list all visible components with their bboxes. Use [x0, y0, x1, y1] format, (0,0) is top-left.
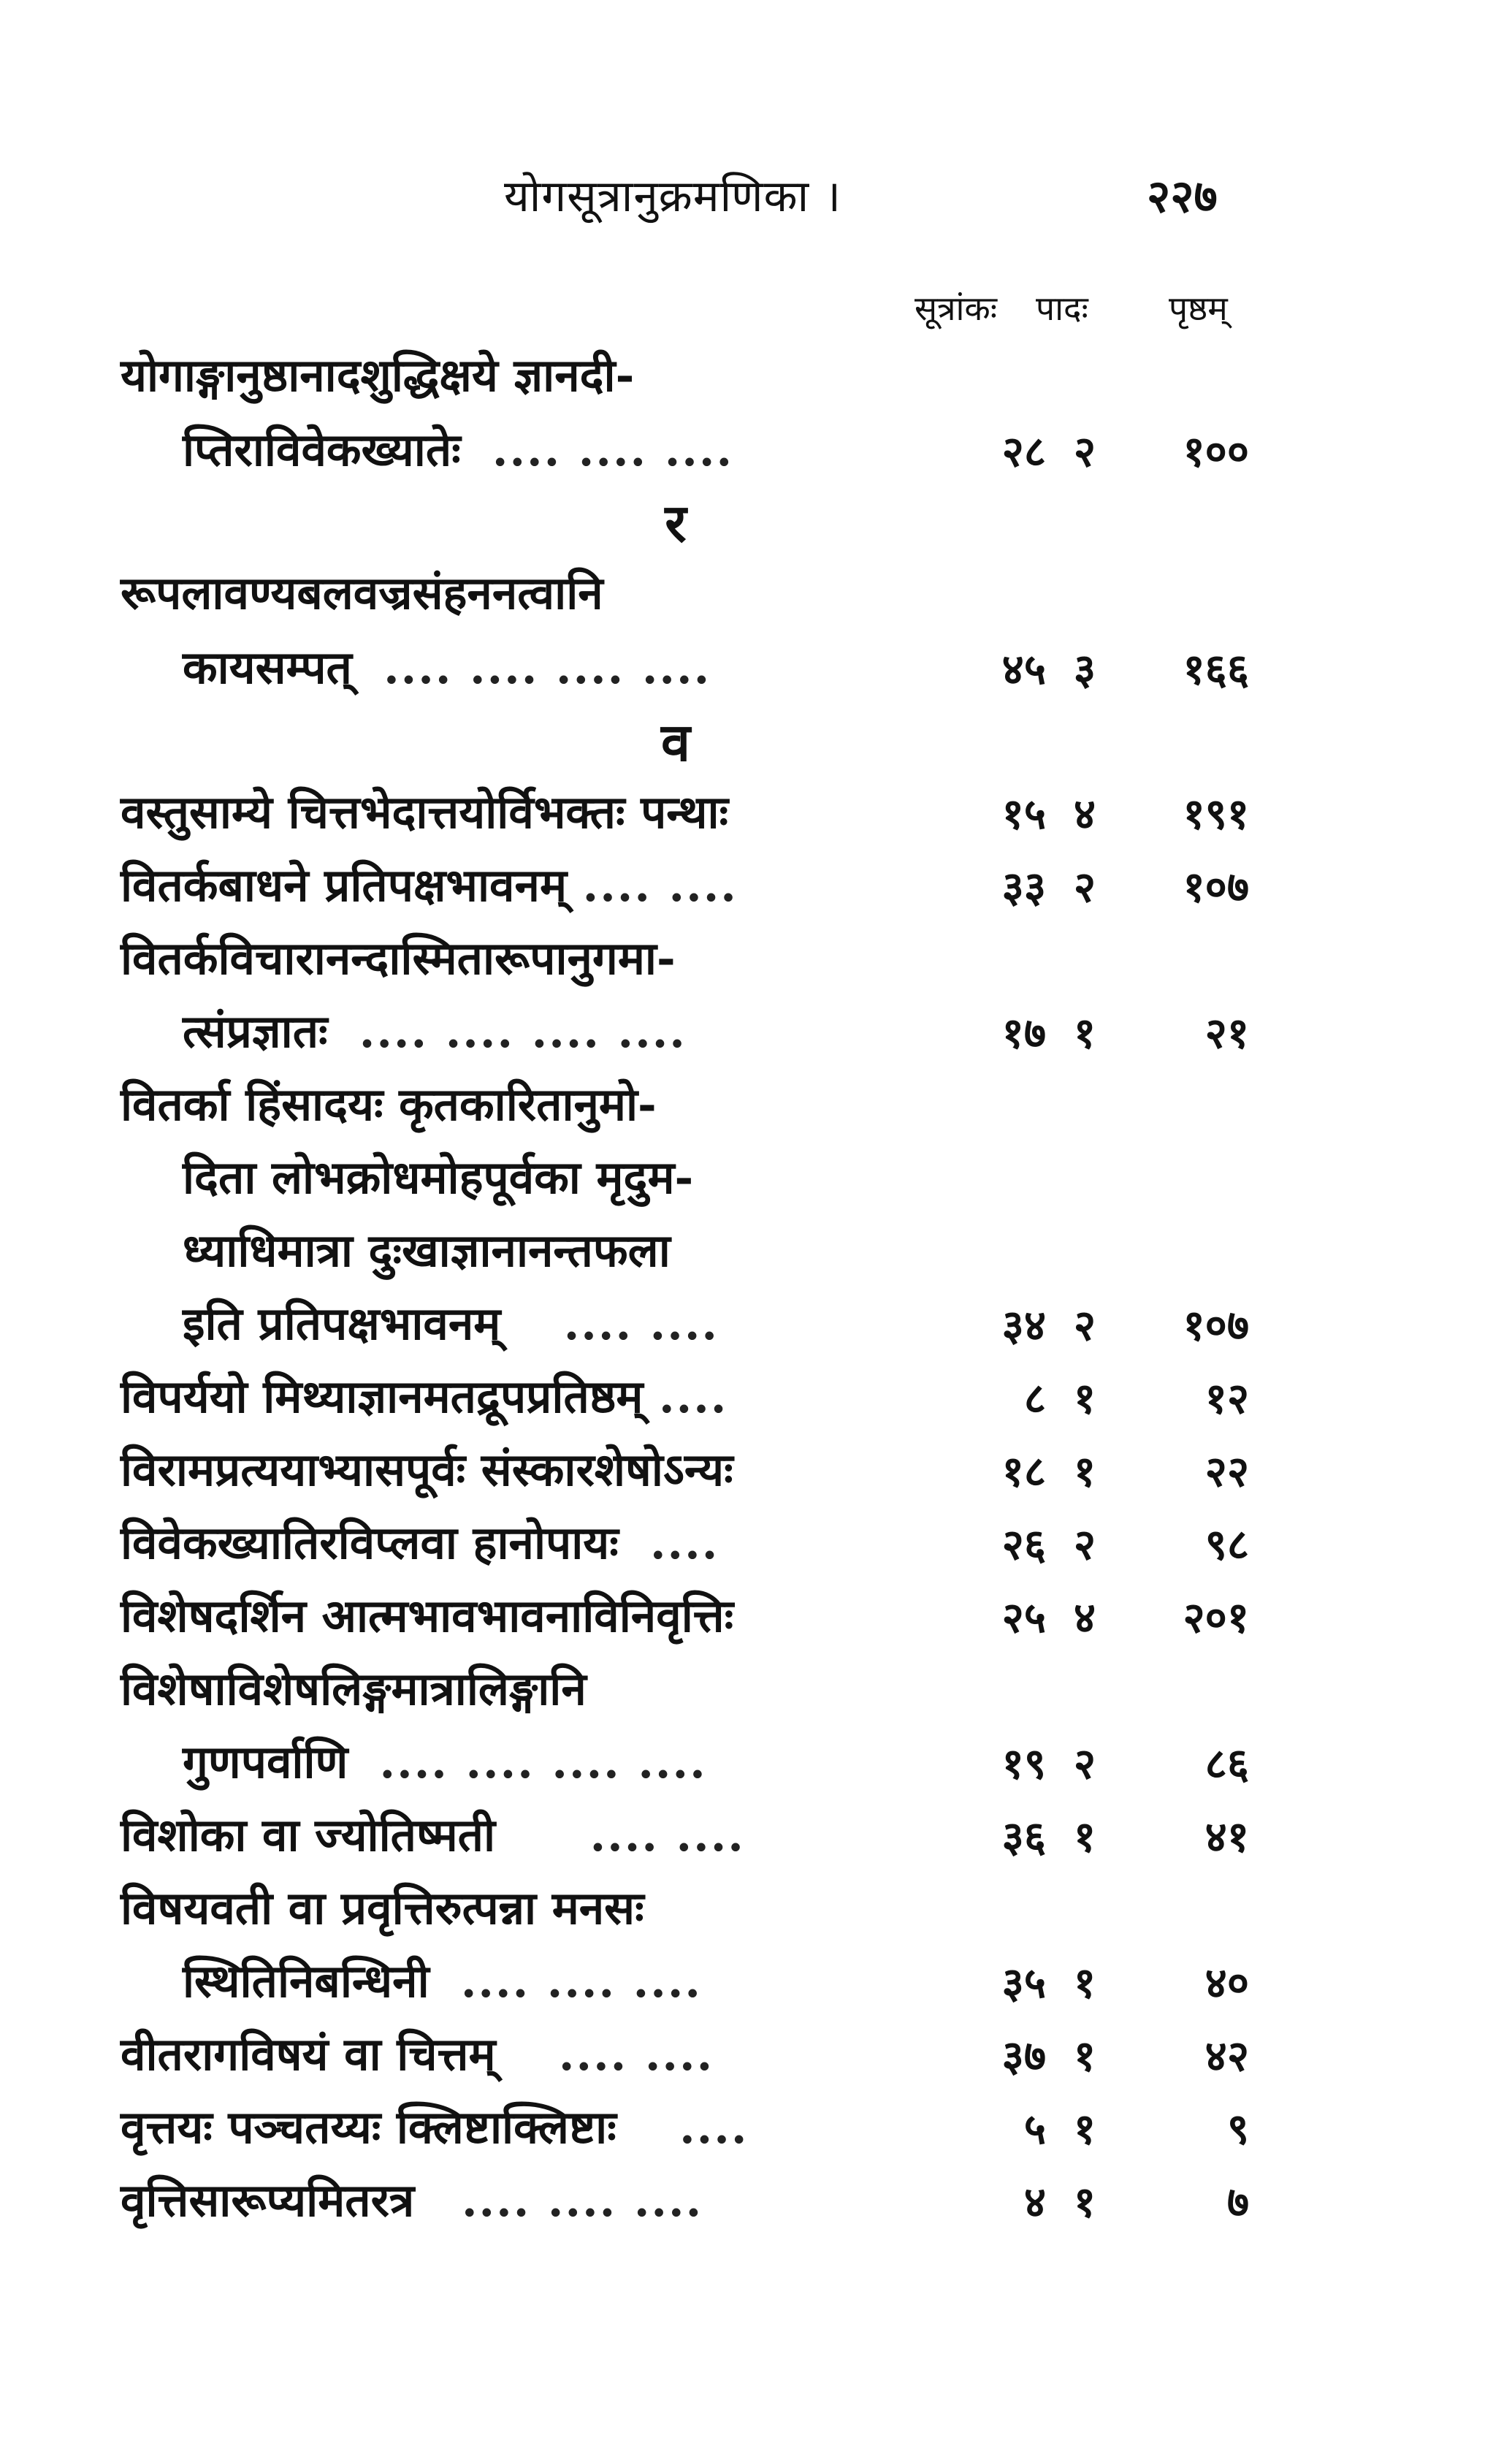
entry-text: विषयवती वा प्रवृत्तिरुत्पन्ना मनसः: [121, 1881, 644, 1935]
pada-number: २: [1073, 1739, 1096, 1788]
entry-text: वस्तुसाम्ये चित्तभेदात्तयोर्विभक्तः पन्थाः: [121, 785, 729, 839]
entry-text: दिता लोभक्रोधमोहपूर्वका मृदुम-: [183, 1151, 694, 1204]
sutra-number: ३५: [1001, 1958, 1046, 2008]
pada-number: १: [1073, 1958, 1096, 2008]
entry-text: वितर्कविचारानन्दास्मितारूपानुगमा-: [121, 932, 676, 985]
page-ref: ४२: [1204, 2031, 1249, 2081]
pada-number: ३: [1073, 644, 1096, 694]
entry-text: योगाङ्गानुष्ठानादशुद्धिक्षये ज्ञानदी-: [121, 348, 635, 402]
entry-line: [0, 2022, 1512, 2095]
sutra-number: १८: [1001, 1447, 1046, 1496]
pada-number: २: [1073, 1520, 1096, 1569]
entry-line: [0, 999, 1512, 1073]
page-ref: ९: [1226, 2104, 1249, 2154]
sutra-number: १५: [1001, 789, 1046, 839]
sutra-number: ४: [1023, 2177, 1046, 2227]
entry-text: ध्याधिमात्रा दुःखाज्ञानानन्तफला: [183, 1224, 671, 1277]
sutra-number: ५: [1023, 2104, 1046, 2154]
page-ref: २०१: [1183, 1593, 1249, 1642]
entry-text: विरामप्रत्ययाभ्यासपूर्वः संस्कारशेषोऽन्यः: [121, 1443, 733, 1496]
pada-number: १: [1073, 1008, 1096, 1058]
entry-line: [0, 1730, 1512, 1803]
sutra-number: ८: [1023, 1374, 1046, 1423]
sutra-number: ४५: [1001, 644, 1046, 694]
entry-text: विशेषदर्शिन आत्मभावभावनाविनिवृत्तिः: [121, 1589, 734, 1642]
pada-number: २: [1073, 1300, 1096, 1350]
page-ref: १००: [1183, 427, 1249, 476]
pada-number: २: [1073, 862, 1096, 912]
entry-line: [0, 418, 1512, 491]
entry-line: [0, 1219, 1512, 1292]
entry-line: [0, 343, 1512, 416]
sutra-number: १७: [1001, 1008, 1046, 1058]
entry-text: कायसम्पत् .... .... .... ....: [183, 641, 711, 694]
entry-text: प्तिराविवेकख्यातेः .... .... ....: [183, 423, 734, 476]
pada-number: २: [1073, 427, 1096, 476]
entry-line: [0, 780, 1512, 853]
entry-line: [0, 561, 1512, 634]
entry-text: रूपलावण्यबलवज्रसंहननत्वानि: [121, 566, 603, 620]
entry-text: विशेषाविशेषलिङ्गमात्रालिङ्गानि: [121, 1662, 587, 1715]
entry-text: विशोका वा ज्योतिष्मती .... ....: [121, 1808, 745, 1862]
entry-text: गुणपर्वाणि .... .... .... ....: [183, 1735, 707, 1788]
entry-line: [0, 1584, 1512, 1657]
page-ref: २१: [1204, 1008, 1249, 1058]
entry-text: स्थितिनिबन्धिनी .... .... ....: [183, 1954, 703, 2008]
pada-number: १: [1073, 2177, 1096, 2227]
column-header-page: पृष्ठम्: [1169, 289, 1228, 328]
entry-text: वृत्तयः पञ्चतय्यः क्लिष्टाक्लिष्टाः ....: [121, 2100, 749, 2154]
entry-line: [0, 1657, 1512, 1730]
page-ref: ९८: [1204, 1520, 1249, 1569]
entry-text: वितर्कबाधने प्रतिपक्षभावनम् .... ....: [121, 858, 738, 912]
entry-line: [0, 853, 1512, 926]
entry-text: इति प्रतिपक्षभावनम् .... ....: [183, 1297, 719, 1350]
pada-number: १: [1073, 1374, 1096, 1423]
page-number: २२७: [1147, 169, 1218, 223]
entry-line: [0, 2168, 1512, 2241]
entry-text: विवेकख्यातिरविप्लवा हानोपायः ....: [121, 1516, 719, 1569]
page-ref: ४१: [1204, 1812, 1249, 1862]
entry-line: [0, 1365, 1512, 1438]
pada-number: १: [1073, 1812, 1096, 1862]
entry-text: विपर्ययो मिथ्याज्ञानमतद्रूपप्रतिष्ठम् ....: [121, 1370, 728, 1423]
entry-text: त्संप्रज्ञातः .... .... .... ....: [183, 1005, 687, 1058]
entry-line: [0, 1292, 1512, 1365]
sutra-number: २५: [1001, 1593, 1046, 1642]
entry-line: [0, 2095, 1512, 2168]
sutra-number: ३४: [1001, 1300, 1046, 1350]
pada-number: १: [1073, 2031, 1096, 2081]
section-letter-ra: र: [665, 492, 687, 554]
page-header-title: योगसूत्रानुक्रमणिका ।: [504, 171, 841, 222]
entry-line: [0, 1876, 1512, 1949]
column-header-sutra: सूत्रांकः: [915, 289, 998, 328]
sutra-number: ३३: [1001, 862, 1046, 912]
page-ref: ८६: [1204, 1739, 1249, 1788]
pada-number: १: [1073, 2104, 1096, 2154]
entry-line: [0, 1511, 1512, 1584]
entry-line: [0, 1803, 1512, 1876]
section-letter-va: व: [660, 711, 691, 773]
page-ref: २२: [1204, 1447, 1249, 1496]
entry-line: [0, 1146, 1512, 1219]
entry-line: [0, 1949, 1512, 2022]
entry-text: वृत्तिसारूप्यमितरत्र .... .... ....: [121, 2174, 703, 2227]
entry-line: [0, 926, 1512, 999]
page-ref: १२: [1204, 1374, 1249, 1423]
entry-line: [0, 1073, 1512, 1146]
sutra-number: १९: [1001, 1739, 1046, 1788]
column-header-pada: पादः: [1036, 289, 1088, 328]
page-ref: १०७: [1183, 862, 1249, 912]
entry-line: [0, 1438, 1512, 1511]
page-ref: ७: [1226, 2177, 1249, 2227]
entry-text: वीतरागविषयं वा चित्तम् .... ....: [121, 2027, 714, 2081]
pada-number: १: [1073, 1447, 1096, 1496]
entry-text: वितर्का हिंसादयः कृतकारितानुमो-: [121, 1078, 657, 1131]
page-ref: ४०: [1204, 1958, 1249, 2008]
sutra-number: ३७: [1001, 2031, 1046, 2081]
pada-number: ४: [1073, 789, 1096, 839]
sutra-number: २८: [1001, 427, 1046, 476]
entry-line: [0, 636, 1512, 709]
page-ref: १०७: [1183, 1300, 1249, 1350]
sutra-number: ३६: [1001, 1812, 1046, 1862]
sutra-number: २६: [1001, 1520, 1046, 1569]
pada-number: ४: [1073, 1593, 1096, 1642]
page-ref: १६६: [1183, 644, 1249, 694]
page-ref: १९१: [1183, 789, 1249, 839]
